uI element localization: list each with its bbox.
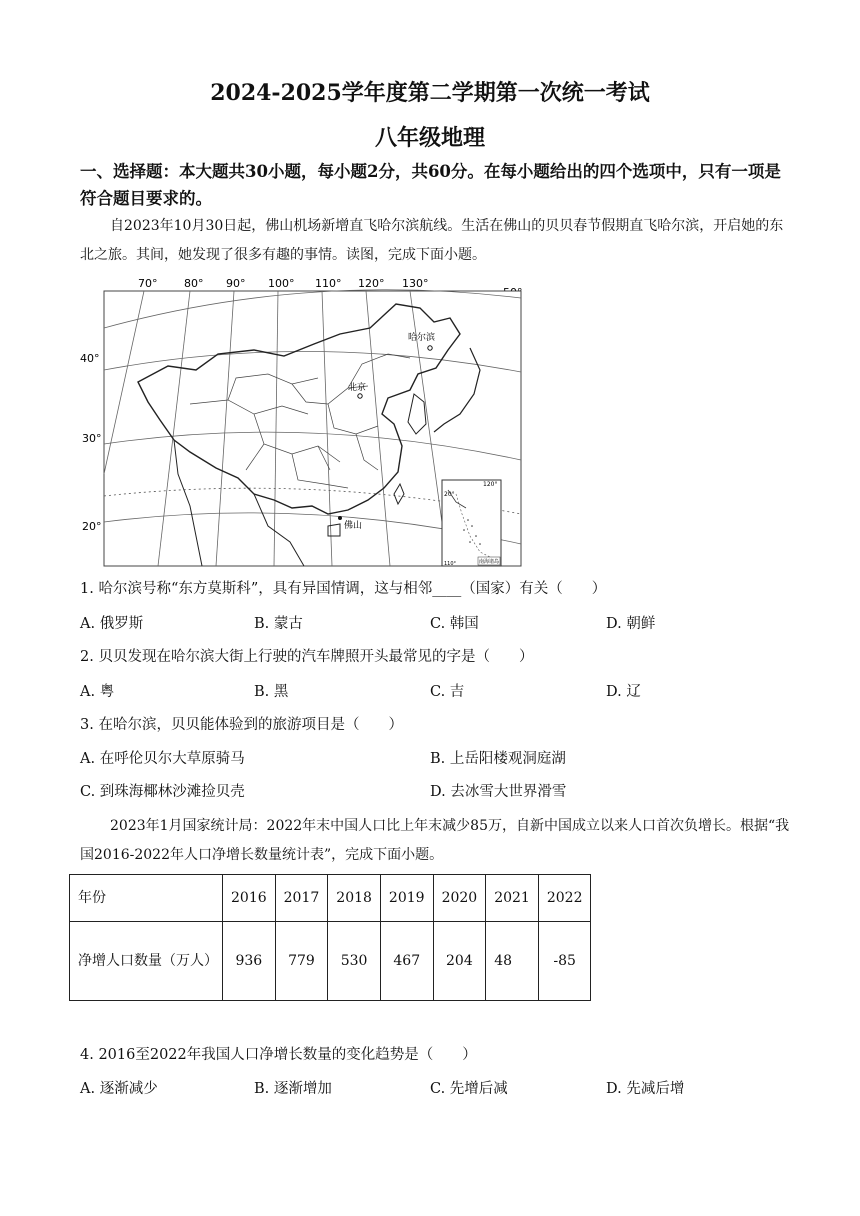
lon-label: 90° xyxy=(226,277,246,290)
harbin-label: 哈尔滨 xyxy=(408,333,436,343)
question-3-option-b[interactable]: B. 上岳阳楼观洞庭湖 xyxy=(430,751,566,767)
question-3-option-d[interactable]: D. 去冰雪大世界滑雪 xyxy=(430,784,567,800)
table-row-label: 净增人口数量（万人） xyxy=(70,922,223,1001)
harbin-marker xyxy=(428,346,432,350)
question-1-option-a[interactable]: A. 俄罗斯 xyxy=(80,616,144,632)
question-2-option-a[interactable]: A. 粤 xyxy=(80,684,115,700)
table-value: 48 xyxy=(486,922,539,1001)
question-1-option-c[interactable]: C. 韩国 xyxy=(430,616,479,632)
table-year: 2022 xyxy=(538,875,591,922)
question-4-option-a[interactable]: A. 逐渐减少 xyxy=(80,1081,158,1097)
intro-paragraph-1: 自2023年10月30日起，佛山机场新增直飞哈尔滨航线。生活在佛山的贝贝春节假期直飞哈尔滨，开启她的东北之旅。其间，她发现了很多有趣的事情。读图，完成下面小题。 xyxy=(80,218,784,263)
table-value: 467 xyxy=(380,922,433,1001)
table-year: 2021 xyxy=(486,875,539,922)
table-value: -85 xyxy=(538,922,591,1001)
lon-label: 110° xyxy=(315,277,342,290)
question-2-stem: 2. 贝贝发现在哈尔滨大街上行驶的汽车牌照开头最常见的字是（ ） xyxy=(80,649,534,665)
table-row xyxy=(70,922,591,1001)
table-value: 936 xyxy=(223,922,276,1001)
table-year: 2017 xyxy=(275,875,328,922)
question-4-stem: 4. 2016至2022年我国人口净增长数量的变化趋势是（ ） xyxy=(80,1047,477,1063)
table-value: 779 xyxy=(275,922,328,1001)
lat-label: 30° xyxy=(82,432,102,445)
question-4-option-d[interactable]: D. 先减后增 xyxy=(606,1081,685,1097)
lon-label: 130° xyxy=(402,277,429,290)
table-year: 2018 xyxy=(328,875,381,922)
svg-text:110°: 110° xyxy=(444,561,457,567)
section-heading: 一、选择题：本大题共30小题，每小题2分，共60分。在每小题给出的四个选项中，只有一项是符合题目要求的。 xyxy=(80,162,781,208)
question-1-option-d[interactable]: D. 朝鲜 xyxy=(606,616,656,632)
beijing-marker xyxy=(358,394,362,398)
table-year: 2019 xyxy=(380,875,433,922)
svg-text:南海诸岛: 南海诸岛 xyxy=(479,559,500,565)
question-1-stem: 1. 哈尔滨号称“东方莫斯科”，具有异国情调，这与相邻____（国家）有关（ ） xyxy=(80,581,607,597)
lon-label: 100° xyxy=(268,277,295,290)
intro-paragraph-2: 2023年1月国家统计局：2022年末中国人口比上年末减少85万，自新中国成立以来人口首次负增长。根据“我国2016-2022年人口净增长数量统计表”，完成下面小题。 xyxy=(80,818,790,863)
question-2-option-c[interactable]: C. 吉 xyxy=(430,684,465,700)
table-value: 530 xyxy=(328,922,381,1001)
table-year: 2020 xyxy=(433,875,486,922)
question-3-option-a[interactable]: A. 在呼伦贝尔大草原骑马 xyxy=(80,751,245,767)
svg-text:120°: 120° xyxy=(483,481,498,488)
exam-subtitle: 八年级地理 xyxy=(374,125,485,151)
exam-title: 2024-2025学年度第二学期第一次统一考试 xyxy=(210,80,650,106)
lat-label: 20° xyxy=(82,520,102,533)
question-4-option-c[interactable]: C. 先增后减 xyxy=(430,1081,508,1097)
south-china-sea-inset xyxy=(442,480,501,567)
lon-label: 120° xyxy=(358,277,385,290)
beijing-label: 北京 xyxy=(348,383,367,393)
china-map xyxy=(78,274,522,568)
lon-label: 70° xyxy=(138,277,158,290)
table-header-label: 年份 xyxy=(70,875,223,922)
table-value: 204 xyxy=(433,922,486,1001)
question-3-option-c[interactable]: C. 到珠海椰林沙滩捡贝壳 xyxy=(80,784,245,800)
svg-text:20°: 20° xyxy=(444,491,455,498)
table-row xyxy=(70,875,591,922)
question-2-option-d[interactable]: D. 辽 xyxy=(606,684,641,700)
population-table xyxy=(69,874,591,1001)
question-3-stem: 3. 在哈尔滨，贝贝能体验到的旅游项目是（ ） xyxy=(80,717,403,733)
foshan-label: 佛山 xyxy=(344,521,363,531)
question-2-option-b[interactable]: B. 黑 xyxy=(254,684,289,700)
lon-label: 80° xyxy=(184,277,204,290)
table-year: 2016 xyxy=(223,875,276,922)
foshan-marker xyxy=(338,516,342,520)
question-4-option-b[interactable]: B. 逐渐增加 xyxy=(254,1081,332,1097)
lat-label: 40° xyxy=(80,352,100,365)
question-1-option-b[interactable]: B. 蒙古 xyxy=(254,616,303,632)
